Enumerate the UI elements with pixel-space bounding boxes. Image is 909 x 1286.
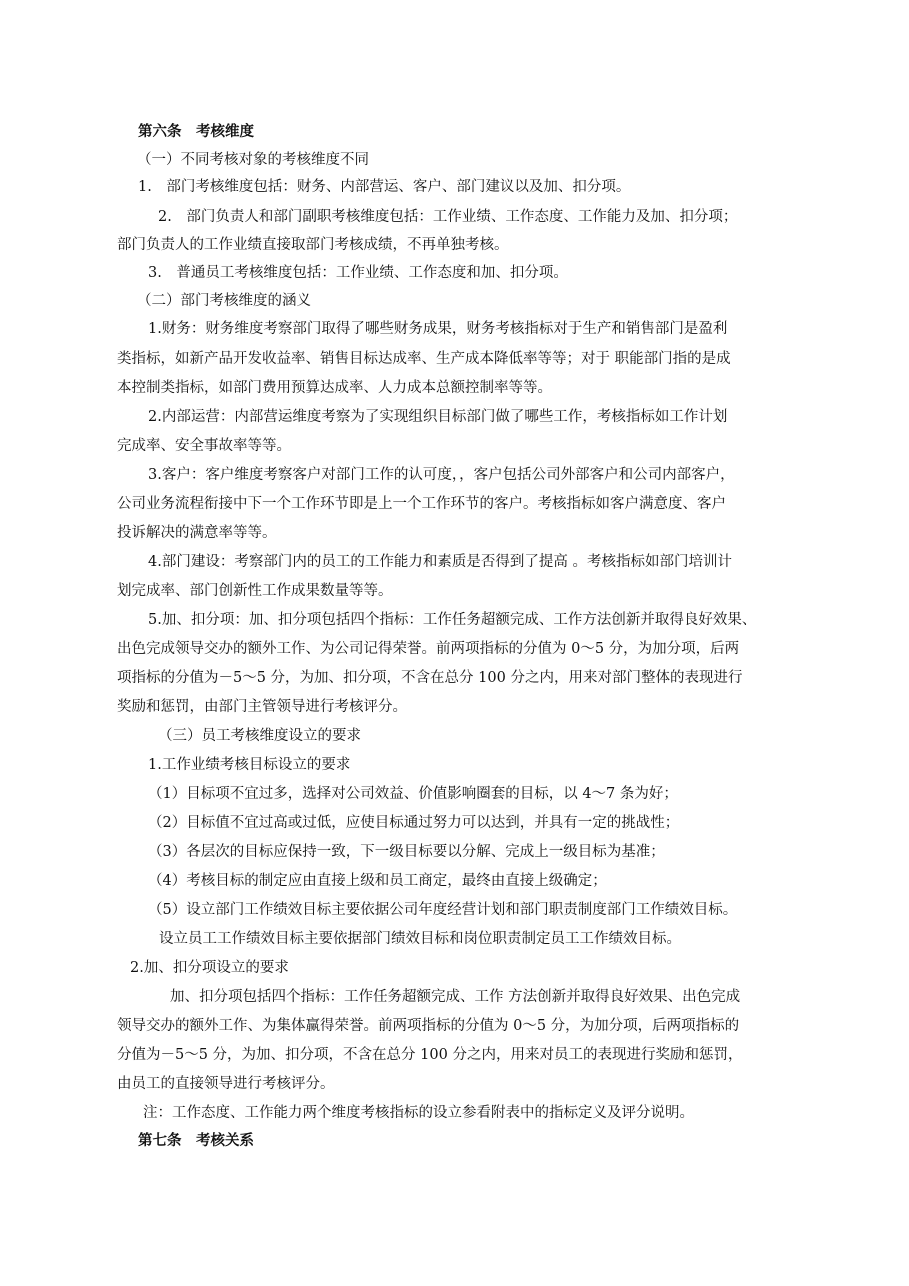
section-3-req-2: （2）目标值不宜过高或过低，应使目标通过努力可以达到，并具有一定的挑战性； [148,815,680,831]
section-3-para-line-2: 领导交办的额外工作、为集体赢得荣誉。前两项指标的分值为 0～5 分，为加分项，后两项指标的 [117,1018,740,1034]
section-3-para-line-3: 分值为－5～5 分，为加、扣分项，不含在总分 100 分之内，用来对员工的表现进行奖励和惩罚， [117,1047,743,1063]
section-2-heading: （二）部门考核维度的涵义 [137,293,311,309]
section-1-heading: （一）不同考核对象的考核维度不同 [137,152,369,168]
section-3-sub-1: 1.工作业绩考核目标设立的要求 [148,757,351,773]
section-3-req-5: （5）设立部门工作绩效目标主要依据公司年度经营计划和部门职责制度部门工作绩效目标。 [148,902,738,918]
section-3-req-1: （1）目标项不宜过多，选择对公司效益、价值影响圈套的目标，以 4～7 条为好； [148,786,678,802]
section-2-para-4-line-1: 4.部门建设：考察部门内的员工的工作能力和素质是否得到了提高 。考核指标如部门培训计 [148,554,732,570]
section-2-para-1-line-3: 本控制类指标，如部门费用预算达成率、人力成本总额控制率等等。 [117,380,552,396]
section-2-para-1-line-1: 1.财务：财务维度考察部门取得了哪些财务成果，财务考核指标对于生产和销售部门是盈利 [148,321,728,337]
section-2-para-1-line-2: 类指标，如新产品开发收益率、销售目标达成率、生产成本降低率等等；对于 职能部门指的是成 [117,351,731,367]
section-2-para-5-line-4: 奖励和惩罚，由部门主管领导进行考核评分。 [117,699,407,715]
section-3-sub-2: 2.加、扣分项设立的要求 [130,960,289,976]
section-1-item-3: 3. 普通员工考核维度包括：工作业绩、工作态度和加、扣分项。 [148,265,568,281]
section-2-para-4-line-2: 划完成率、部门创新性工作成果数量等等。 [117,583,393,599]
section-1-item-2-line-1: 2. 部门负责人和部门副职考核维度包括：工作业绩、工作态度、工作能力及加、扣分项； [158,209,738,225]
section-3-para-line-1: 加、扣分项包括四个指标：工作任务超额完成、工作 方法创新并取得良好效果、出色完成 [170,989,741,1005]
section-2-para-2-line-1: 2.内部运营：内部营运维度考察为了实现组织目标部门做了哪些工作，考核指标如工作计划 [148,409,728,425]
section-2-para-5-line-1: 5.加、扣分项：加、扣分项包括四个指标：工作任务超额完成、工作方法创新并取得良好效果、 [148,612,757,628]
section-2-para-3-line-2: 公司业务流程衔接中下一个工作环节即是上一个工作环节的客户。考核指标如客户满意度、客户 [117,496,726,512]
section-1-item-2-line-2: 部门负责人的工作业绩直接取部门考核成绩，不再单独考核。 [117,237,509,253]
section-1-item-1: 1. 部门考核维度包括：财务、内部营运、客户、部门建议以及加、扣分项。 [138,179,631,195]
section-3-req-3: （3）各层次的目标应保持一致，下一级目标要以分解、完成上一级目标为基准； [148,844,665,860]
article-6-title: 第六条 考核维度 [138,123,254,140]
section-2-para-3-line-1: 3.客户：客户维度考察客户对部门工作的认可度，，客户包括公司外部客户和公司内部客户， [148,467,735,483]
note: 注：工作态度、工作能力两个维度考核指标的设立参看附表中的指标定义及评分说明。 [143,1105,694,1121]
article-7-title: 第七条 考核关系 [138,1132,254,1149]
section-2-para-5-line-3: 项指标的分值为－5～5 分，为加、扣分项，不含在总分 100 分之内，用来对部门整体的表现进行 [117,670,743,686]
section-3-req-4: （4）考核目标的制定应由直接上级和员工商定，最终由直接上级确定； [148,873,607,889]
section-3-req-5-continued: 设立员工工作绩效目标主要依据部门绩效目标和岗位职责制定员工工作绩效目标。 [159,931,681,947]
section-2-para-5-line-2: 出色完成领导交办的额外工作、为公司记得荣誉。前两项指标的分值为 0～5 分，为加分项，后两 [117,641,740,657]
section-2-para-3-line-3: 投诉解决的满意率等等。 [117,525,277,541]
section-3-para-line-4: 由员工的直接领导进行考核评分。 [117,1076,335,1092]
section-3-heading: （三）员工考核维度设立的要求 [158,728,361,744]
section-2-para-2-line-2: 完成率、安全事故率等等。 [117,438,291,454]
